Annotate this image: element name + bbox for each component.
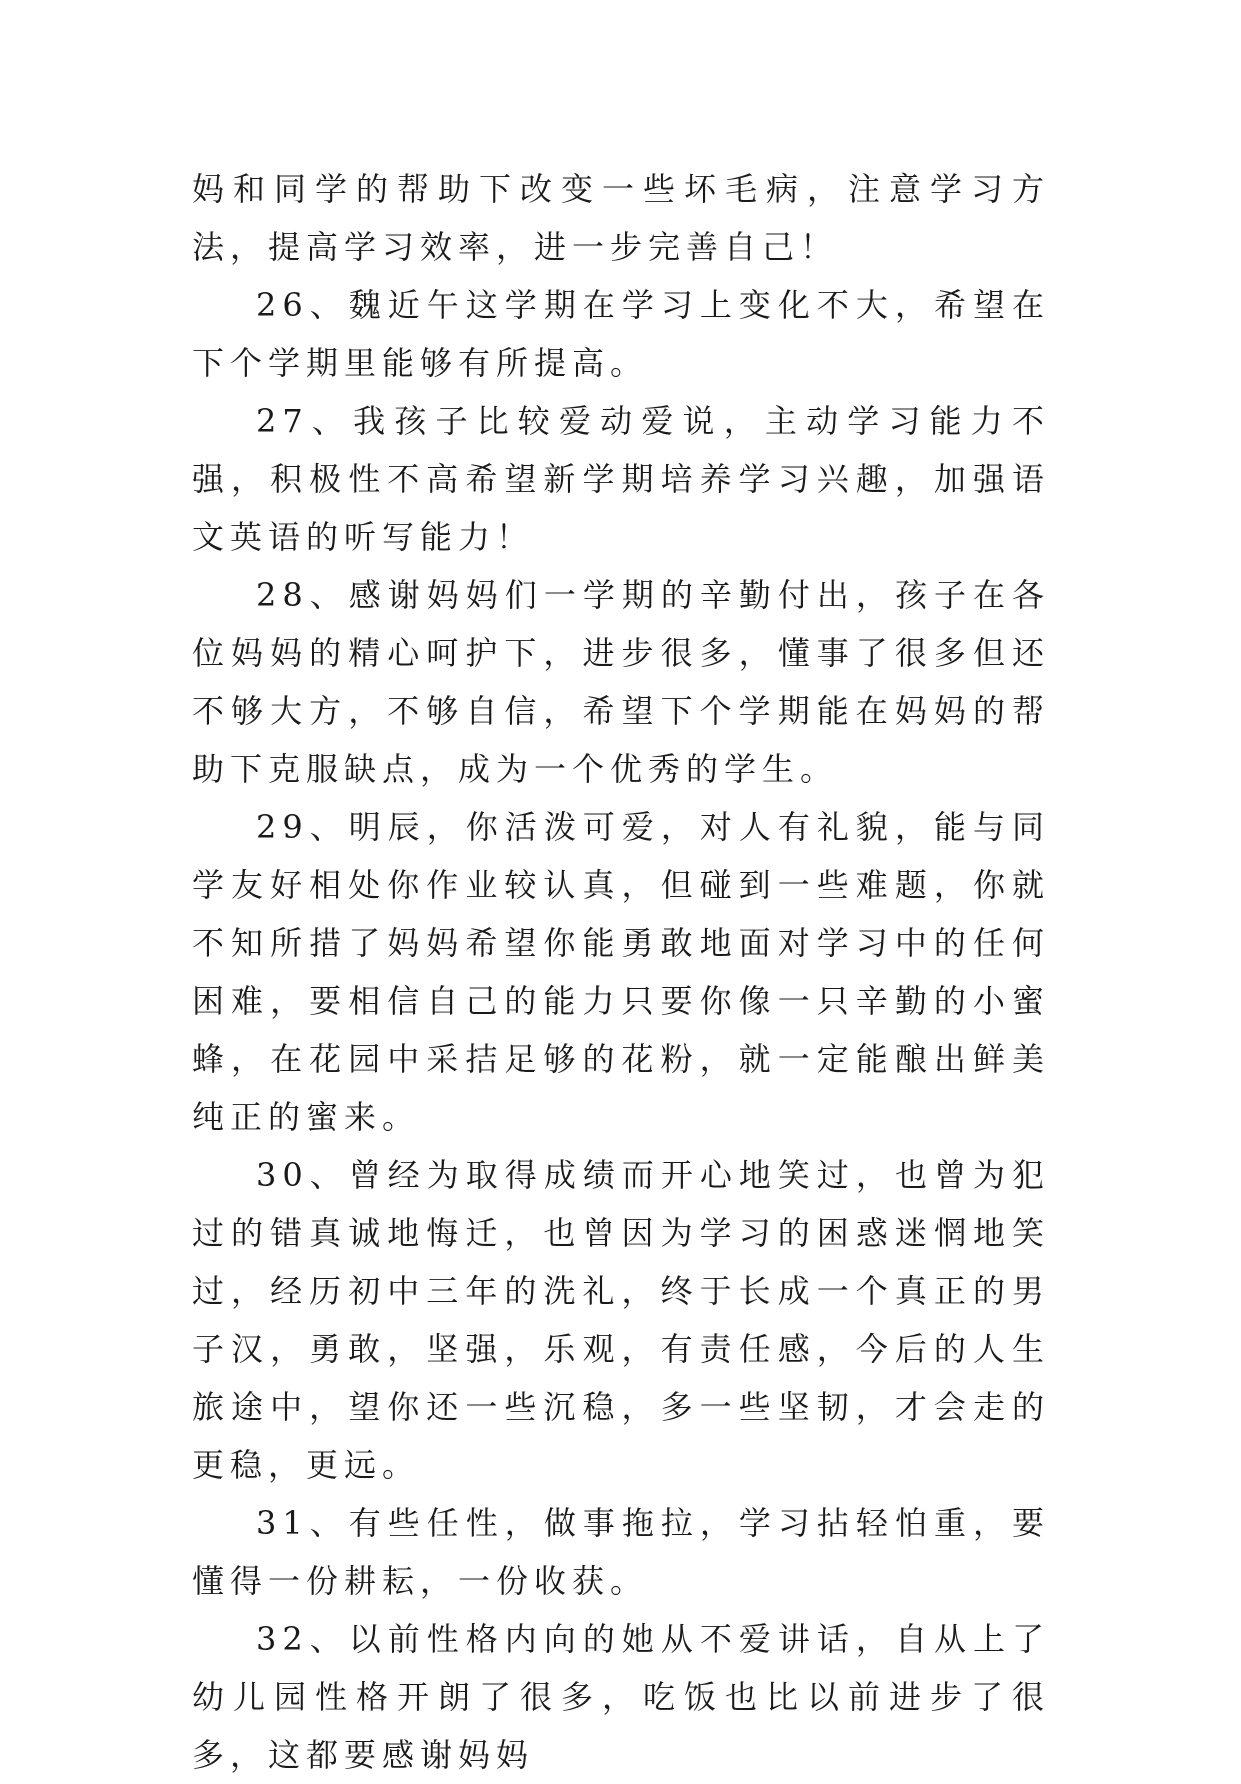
document-body	[192, 160, 1050, 1784]
paragraph-27: 27、我孩子比较爱动爱说，主动学习能力不强，积极性不高希望新学期培养学习兴趣，加强语文英语的听写能力！	[192, 402, 1050, 556]
paragraph-32: 32、以前性格内向的她从不爱讲话，自从上了幼儿园性格开朗了很多，吃饭也比以前进步了很多，这都要感谢妈妈	[192, 1620, 1050, 1774]
paragraph-29: 29、明辰，你活泼可爱，对人有礼貌，能与同学友好相处你作业较认真，但碰到一些难题，你就不知所措了妈妈希望你能勇敢地面对学习中的任何困难，要相信自己的能力只要你像一只辛勤的小蜜蜂，在花园中采拮足够的花粉，就一定能酿出鲜美纯正的蜜来。	[192, 808, 1050, 1136]
paragraph-continued: 妈和同学的帮助下改变一些坏毛病，注意学习方法，提高学习效率，进一步完善自己！	[192, 170, 1050, 266]
paragraph-30: 30、曾经为取得成绩而开心地笑过，也曾为犯过的错真诚地悔迁，也曾因为学习的困惑迷惘地笑过，经历初中三年的洗礼，终于长成一个真正的男子汉，勇敢，坚强，乐观，有责任感，今后的人生旅途中，望你还一些沉稳，多一些坚韧，才会走的更稳，更远。	[192, 1156, 1050, 1484]
paragraph-26: 26、魏近午这学期在学习上变化不大，希望在下个学期里能够有所提高。	[192, 286, 1050, 382]
paragraph-31: 31、有些任性，做事拖拉，学习拈轻怕重，要懂得一份耕耘，一份收获。	[192, 1504, 1050, 1600]
paragraph-28: 28、感谢妈妈们一学期的辛勤付出，孩子在各位妈妈的精心呵护下，进步很多，懂事了很多但还不够大方，不够自信，希望下个学期能在妈妈的帮助下克服缺点，成为一个优秀的学生。	[192, 576, 1050, 788]
